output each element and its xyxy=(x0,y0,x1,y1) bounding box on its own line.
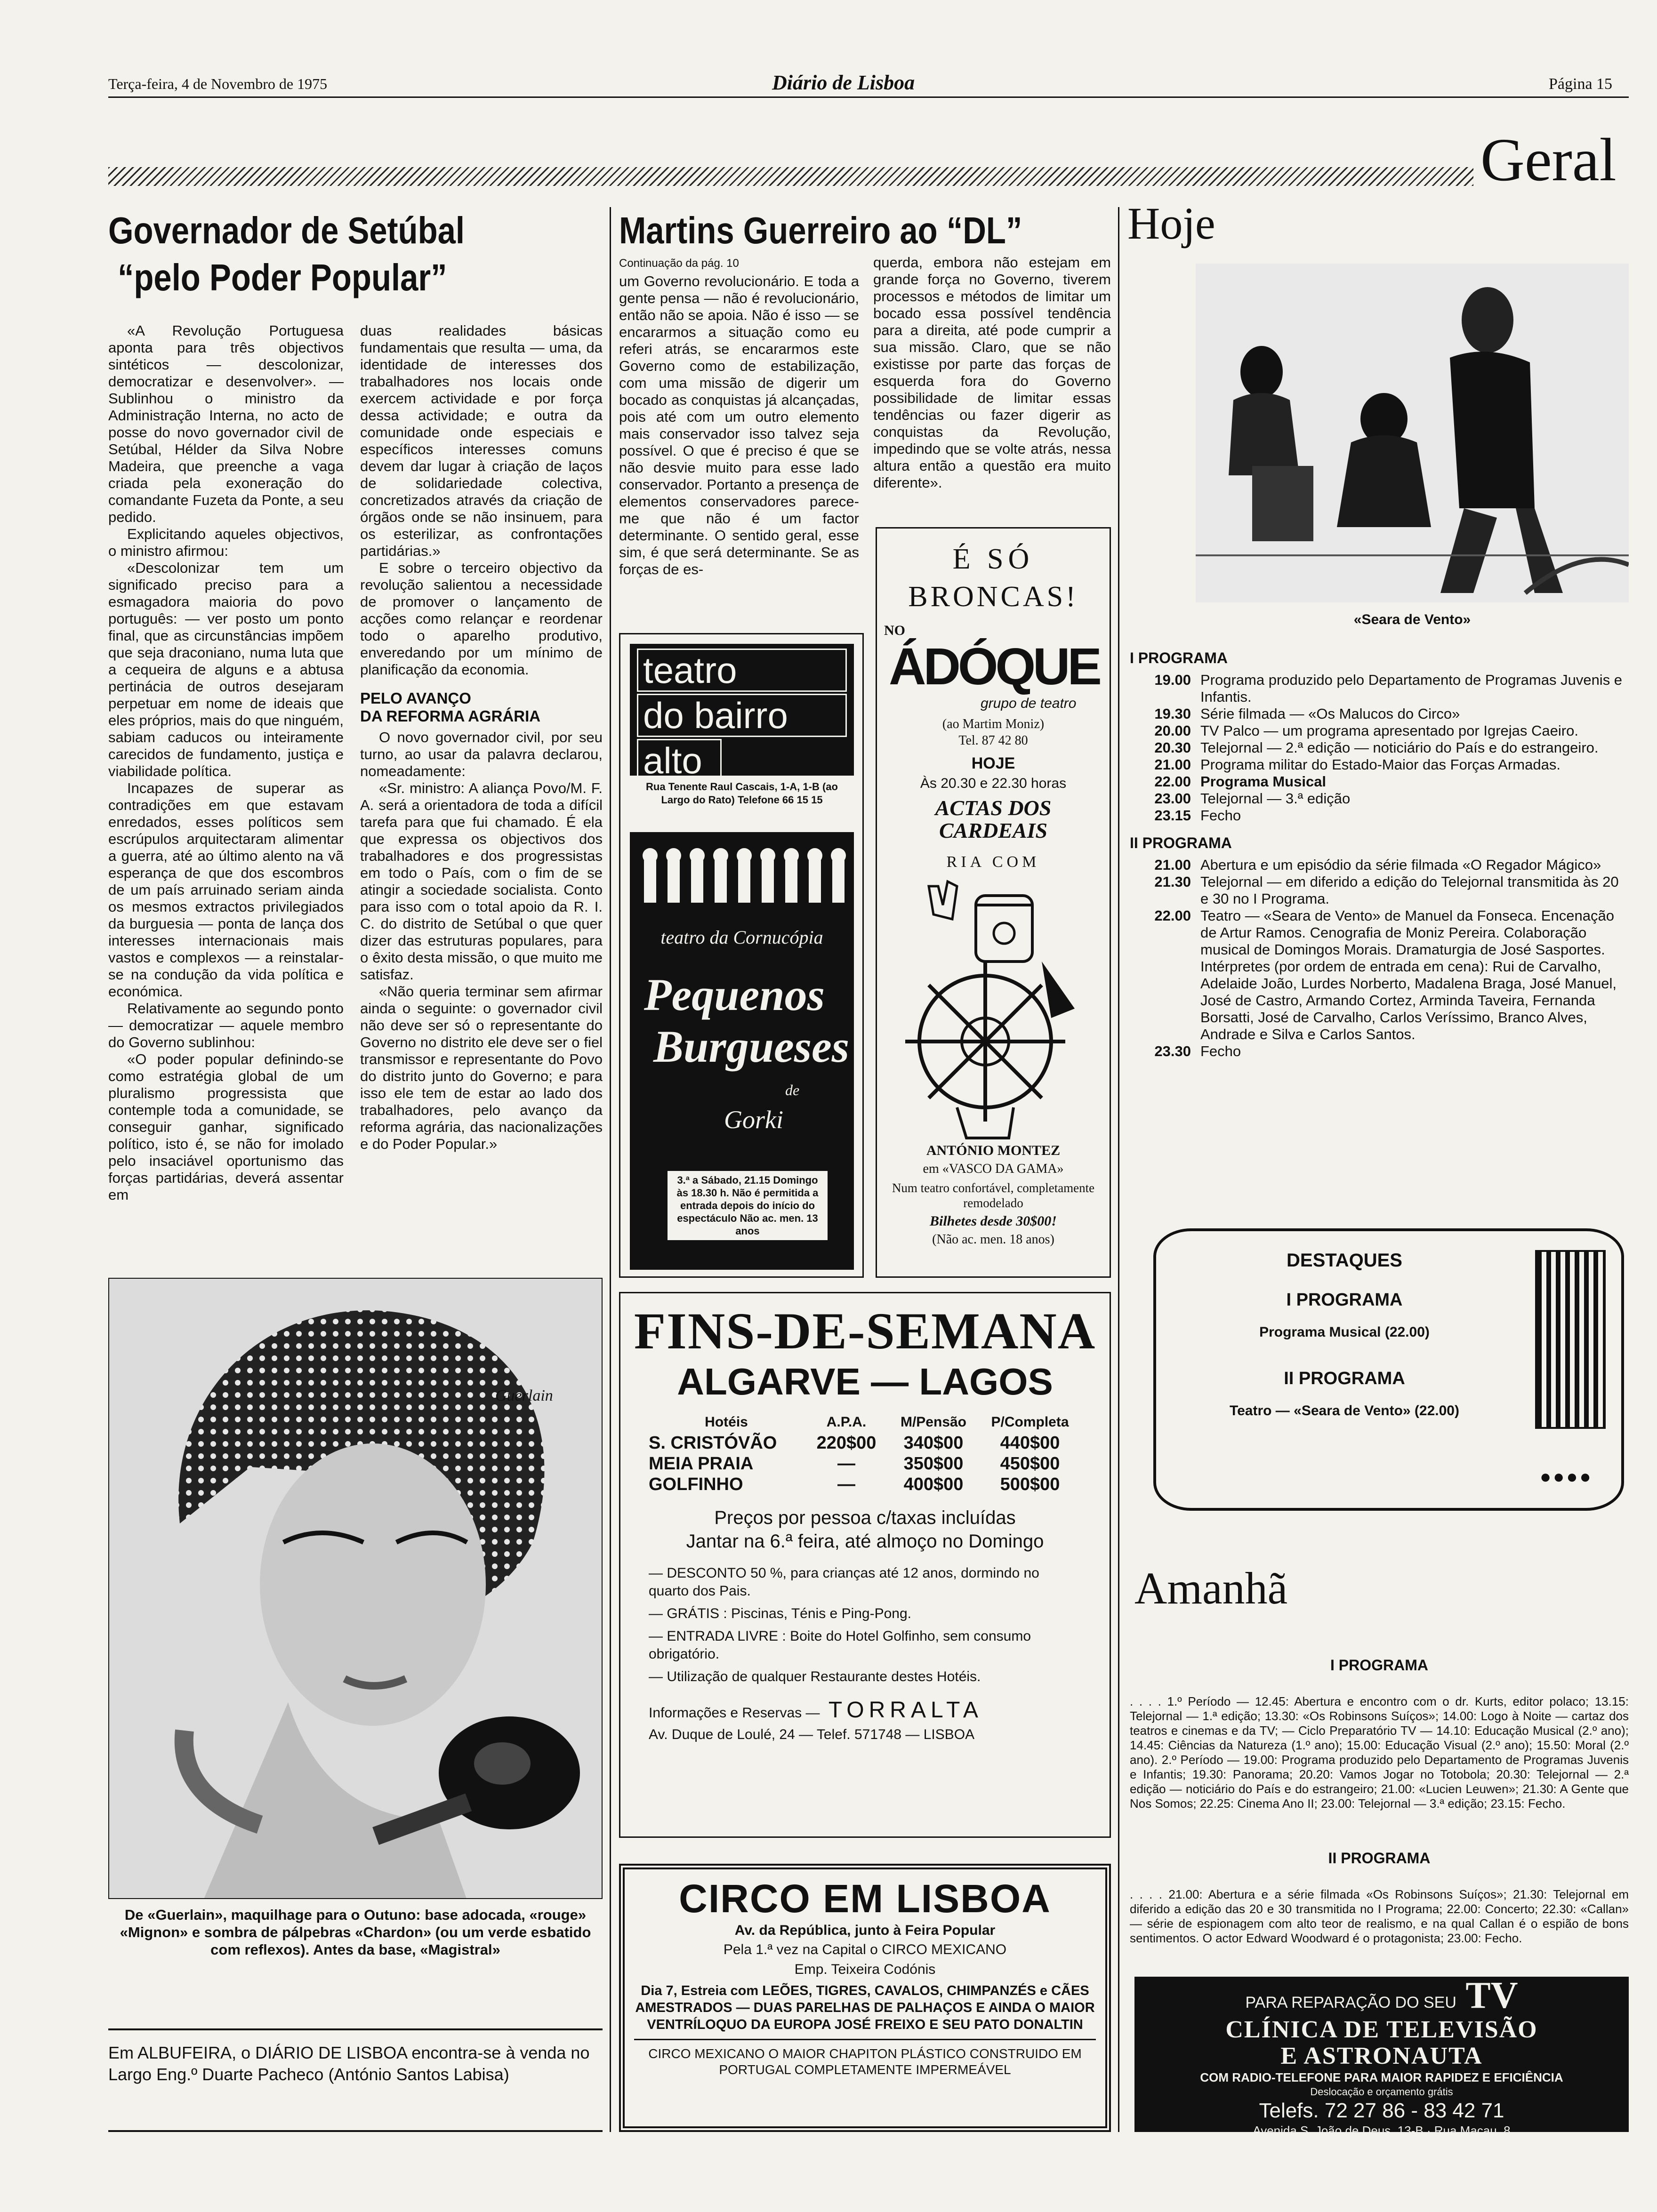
amanha-p2-text: . . . . 21.00: Abertura e a série filmada «Os Robinsons Suíços»; 21.30: Telejornal em diferido a edição das 20 e 30 transmitida no I Programa; 22.00: Concerto; 22.30: «Callan» — série de espionagem com alto teor de realismo, e na qual Callan é o espião de bons sentimentos. O actor Edward Woodward é o protagonista; 23.00: Fecho. xyxy=(1130,1887,1629,1945)
destaques-p1-item: Programa Musical (22.00) xyxy=(1259,1324,1430,1340)
article-col-1: um Governo revolucionário. E toda a gente pensa — não é revolucionário, então não se apoia. Não é isso — se encararmos a situação como eu referi atrás, se encararmos este Governo como de estabilização, com uma missão de digerir um bocado as conquistas já alcançadas, pois até com um outro elemento mais conservador isso talvez seja possível. O que é preciso é que se não desvie muito para esse lado conservador. Portanto a presença de elementos conservadores parece-me que não é um factor determinante. O sentido geral, esse sim, é que será determinante. Se as forças de es- xyxy=(619,273,859,577)
adoque-head-1: É SÓ xyxy=(952,543,1034,575)
list-item xyxy=(1130,790,1629,807)
adoque-hours: Às 20.30 e 22.30 horas xyxy=(920,776,1067,791)
destaques-screen xyxy=(1170,1241,1519,1499)
destaques-p1: I PROGRAMA xyxy=(1286,1290,1403,1310)
algarve-bullets xyxy=(649,1564,1081,1686)
bullet-item: — DESCONTO 50 %, para crianças até 12 anos, dormindo no quarto dos Pais. xyxy=(649,1565,1039,1599)
hotels-table xyxy=(649,1412,1082,1495)
table-cell: 450$00 xyxy=(1000,1454,1060,1474)
adoque-age: (Não ac. men. 18 anos) xyxy=(932,1232,1054,1247)
tv-ad-line1 xyxy=(1134,1975,1629,2017)
description: Programa militar do Estado-Maior das Forças Armadas. xyxy=(1200,756,1560,773)
adoque-sub: grupo de teatro xyxy=(981,696,1077,711)
guerlain-logo: Guerlain xyxy=(495,1387,553,1404)
circo-body: Dia 7, Estreia com LEÕES, TIGRES, CAVALOS, CHIMPANZÉS e CÃES AMESTRADOS — DUAS PARELHAS DE PALHAÇOS E AINDA O MAIOR VENTRÍLOQUO DA EUROPA JOSÉ FREIXO E SEU PATO DONALTIN xyxy=(635,1983,1095,2032)
ad-clinica-tv xyxy=(1134,1975,1629,2138)
bullet-item: — GRÁTIS : Piscinas, Ténis e Ping-Pong. xyxy=(649,1606,912,1621)
bullet-item: — ENTRADA LIVRE : Boite do Hotel Golfinho, sem consumo obrigatório. xyxy=(649,1628,1031,1662)
clown-illustration xyxy=(901,877,1089,1140)
time: 23.30 xyxy=(1154,1043,1191,1059)
table-cell: 350$00 xyxy=(903,1454,964,1474)
description: Fecho xyxy=(1200,807,1241,824)
header-page: Página 15 xyxy=(1549,75,1613,93)
program-title: I PROGRAMA xyxy=(1130,649,1228,666)
list-item xyxy=(1130,907,1629,1043)
adoque-show: ACTAS DOS CARDEAIS xyxy=(935,796,1052,842)
subhead-line2: DA REFORMA AGRÁRIA xyxy=(360,707,541,725)
program-title: II PROGRAMA xyxy=(1130,834,1232,851)
description: Programa produzido pelo Departamento de Programas Juvenis e Infantis. xyxy=(1200,672,1623,705)
table-header-row xyxy=(649,1412,1082,1433)
tv-ad-free: Deslocação e orçamento grátis xyxy=(1310,2086,1453,2098)
description: Fecho xyxy=(1200,1043,1241,1059)
list-item xyxy=(1130,1043,1629,1060)
cornucopia-block xyxy=(630,832,854,1270)
program-list-2 xyxy=(1130,857,1629,1060)
circo-emp: Emp. Teixeira Codónis xyxy=(794,1962,936,1977)
adoque-ria: RIA COM xyxy=(946,853,1040,871)
price-note-1: Preços por pessoa c/taxas incluídas xyxy=(714,1507,1016,1528)
table-header: Hotéis xyxy=(705,1414,748,1430)
tv-ad-tv: TV xyxy=(1465,1975,1518,2016)
ad-circo xyxy=(619,1864,1111,2132)
adoque-loc: (ao Martim Moniz) xyxy=(942,717,1045,731)
ad-algarve xyxy=(619,1292,1111,1838)
seara-de-vento-photo xyxy=(1196,264,1629,602)
algarve-title-1: FINS-DE-SEMANA xyxy=(634,1302,1096,1360)
play-title-2: Burgueses xyxy=(653,1021,850,1072)
tv-knobs: ●●●● xyxy=(1540,1467,1593,1487)
time: 19.30 xyxy=(1154,705,1191,722)
description: Telejornal — 2.ª edição — noticiário do País e do estrangeiro. xyxy=(1200,739,1599,756)
list-item xyxy=(1130,807,1629,824)
table-row xyxy=(649,1453,1082,1474)
time: 20.30 xyxy=(1154,739,1191,756)
photo-caption: De «Guerlain», maquilhage para o Outuno: base adocada, «rouge» «Mignon» e sombra de pálpebras «Chardon» (ou um verde esbatido com reflexos). Antes da base, «Magistral» xyxy=(120,1907,591,1958)
table-row xyxy=(649,1474,1082,1495)
paragraph: Incapazes de superar as contradições em que estavam enredados, esses políticos sem escrúpulos arquitectaram alimentar a guerra, até ao último alento na vã esperança de que dos escombros de um país arruinado seriam ainda os mesmos extractos privilegiados da burguesia — ponta de lança dos interesses internacionais mais vastos e complexos — a reinstalar-se na condução da vida política e económica. xyxy=(108,780,344,1000)
tv-ad-line1-text: PARA REPARAÇÃO DO SEU xyxy=(1245,1994,1456,2012)
article-title-line1: Governador de Setúbal xyxy=(108,209,465,251)
description: Telejornal — em diferido a edição do Telejornal transmitida às 20 e 30 no I Programa. xyxy=(1200,874,1619,907)
column-rule xyxy=(1118,207,1119,2132)
hoje-photo xyxy=(1196,264,1629,602)
destaques-p2-item: Teatro — «Seara de Vento» (22.00) xyxy=(1230,1403,1459,1419)
bairro-line2: do bairro xyxy=(637,694,847,737)
list-item xyxy=(1130,874,1629,907)
albufeira-text: Em ALBUFEIRA, o DIÁRIO DE LISBOA encontra-se à venda no Largo Eng.º Duarte Pacheco (António Santos Labisa) xyxy=(108,2043,590,2084)
bullet-item: — Utilização de qualquer Restaurante destes Hotéis. xyxy=(649,1669,981,1684)
list-item xyxy=(1130,722,1629,739)
tv-ad-name-1: CLÍNICA DE TELEVISÃO xyxy=(1225,2016,1538,2043)
woman-photo xyxy=(109,1279,603,1899)
table-cell: — xyxy=(837,1475,855,1494)
adoque-actor: ANTÓNIO MONTEZ xyxy=(926,1143,1061,1158)
time: 22.00 xyxy=(1154,773,1191,790)
description: Teatro — «Seara de Vento» de Manuel da Fonseca. Encenação de Artur Ramos. Cenografia de Moniz Pereira. Colaboração musical de Domingos Morais. Dramaturgia de José Sasportes. Intérpretes (por ordem de entrada em cena): Rui de Carvalho, Adelaide João, Lurdes Norberto, Madalena Braga, José Manuel, José de Castro, Armando Cortez, Arminda Taveira, Fernanda Borsatti, José de Carvalho, Carlos Veríssimo, Branco Alves, Andrade e Silva e Carlos Santos. xyxy=(1200,907,1617,1042)
table-row xyxy=(649,1433,1082,1453)
amanha-p1-title: I PROGRAMA xyxy=(1330,1657,1428,1674)
adoque-price: Bilhetes desde 30$00! xyxy=(930,1213,1057,1229)
algarve-title-2: ALGARVE — LAGOS xyxy=(677,1361,1053,1403)
ad-teatro-bairro-alto xyxy=(619,633,864,1278)
adoque-theatre: Num teatro confortável, completamente remodelado xyxy=(892,1181,1095,1210)
article-col-2: querda, embora não estejam em grande força no Governo, tiverem processos e métodos de limitar um bocado essa possível tendência para a direita, até pode cumprir a sua missão. Claro, que se não existisse por parte das forças de esquerda fora do Governo possibilidade de limitar essas tendências ou fazer digerir as conquistas da Revolução, impedindo que se volte atrás, nessa altura então a questão era muito diferente». xyxy=(873,254,1111,491)
paragraph: duas realidades básicas fundamentais que resulta — uma, da identidade de interesses dos trabalhadores nos locais onde exercem actividade e por força dessa actividade; e outra da comunidade onde especiais e específicos interesses comuns devem dar lugar à criação de laços de solidariedade colectiva, concretizados através da criação de órgãos onde se não insinuem, para os esterilizar, as confrontações partidárias.» xyxy=(360,322,603,559)
hoje-schedule xyxy=(1130,649,1629,1060)
column-rule xyxy=(610,207,611,2132)
time: 20.00 xyxy=(1154,722,1191,739)
torralta-brand: TORRALTA xyxy=(828,1698,983,1723)
circo-location: Av. da República, junto à Feira Popular xyxy=(734,1923,996,1938)
tv-speaker-grille xyxy=(1535,1250,1606,1429)
program-list-1 xyxy=(1130,672,1629,824)
photo-frame xyxy=(108,1278,603,1899)
adoque-hoje: HOJE xyxy=(971,754,1015,772)
destaques-tv xyxy=(1153,1228,1624,1511)
amanha-p1-text: . . . . 1.º Período — 12.45: Abertura e encontro com o dr. Kurts, editor polaco; 13.15: Telejornal — 1.ª edição; 13.30: «Os Robinsons Suíços»; 14.00: Logo à Noite — cartaz dos teatros e cinemas e da TV; — Ciclo Preparatório TV — 14.10: Educação Musical (2.º ano); 14.45: Ciências da Natureza (1.º ano); 15.00: Educação Visual (2.º ano); 15.50: Moral (2.º ano). 2.º Período — 19.00: Programa produzido pelo Departamento de Programas Juvenis e Infantis; 19.30: Panorama; 20.20: Vamos Jogar no Totobola; 20.30: Telejornal — 2.ª edição — noticiário do País e do estrangeiro; 21.00: «Lucien Leuwen»; 21.30: A Gente que Nos Somos; 22.25: Cinema Ano II; 23.00: Telejornal — 3.ª edição; 23.15: Fecho. xyxy=(1130,1694,1629,1811)
bairro-title-block xyxy=(630,644,854,781)
circo-first: Pela 1.ª vez na Capital o CIRCO MEXICANO xyxy=(723,1942,1007,1957)
play-author-de: de xyxy=(785,1082,800,1098)
table-cell: S. CRISTÓVÃO xyxy=(649,1433,777,1453)
hoje-caption: «Seara de Vento» xyxy=(1353,612,1471,627)
description: Programa Musical xyxy=(1200,773,1327,790)
adoque-venue: em «VASCO DA GAMA» xyxy=(923,1162,1064,1176)
time: 21.00 xyxy=(1154,756,1191,773)
bairro-address: Rua Tenente Raul Cascais, 1-A, 1-B (ao Largo do Rato) Telefone 66 15 15 xyxy=(646,781,838,806)
algarve-address: Av. Duque de Loulé, 24 — Telef. 571748 — LISBOA xyxy=(649,1727,975,1742)
amanha-title: Amanhã xyxy=(1134,1563,1288,1613)
description: Abertura e um episódio da série filmada «O Regador Mágico» xyxy=(1200,857,1601,873)
hoje-title: Hoje xyxy=(1127,198,1215,248)
figures-illustration xyxy=(630,842,854,922)
list-item xyxy=(1130,773,1629,790)
amanha-p2-title: II PROGRAMA xyxy=(1328,1850,1431,1867)
article-title-line2: “pelo Poder Popular” xyxy=(118,256,447,298)
description: Série filmada — «Os Malucos do Circo» xyxy=(1200,705,1460,722)
description: TV Palco — um programa apresentado por Igrejas Caeiro. xyxy=(1200,722,1578,739)
tv-ad-address: Avenida S. João de Deus, 13-B · Rua Macau, 8 xyxy=(1253,2124,1511,2138)
table-cell: 400$00 xyxy=(903,1475,964,1494)
play-times: 3.ª a Sábado, 21.15 Domingo às 18.30 h. Não é permitida a entrada depois do início do espectáculo Não ac. men. 13 anos xyxy=(668,1171,828,1240)
subhead xyxy=(360,689,603,725)
subhead-line1: PELO AVANÇO xyxy=(360,689,471,707)
adoque-name: ÁDÓQUE xyxy=(889,638,1099,696)
adoque-head-2: BRONCAS! xyxy=(908,581,1078,613)
paragraph: «A Revolução Portuguesa aponta para três objectivos sintéticos — descolonizar, democratizar e desenvolver». — Sublinhou o ministro da Administração Interna, no acto de posse do novo governador civil de Setúbal, Hélder da Silva Nobre Madeira, que preenche a vaga criada pela exoneração do comandante Fuzeta da Ponte, a seu pedido. xyxy=(108,322,344,525)
time: 19.00 xyxy=(1154,672,1191,688)
time: 21.00 xyxy=(1154,857,1191,873)
ad-adoque xyxy=(876,527,1111,1278)
table-header: A.P.A. xyxy=(826,1414,867,1430)
list-item xyxy=(1130,739,1629,756)
paragraph: «Descolonizar tem um significado preciso para a esmagadora maioria do povo português: — ver posto um ponto final, que as circunstâncias impõem que seja draconiano, numa luta que a cequeira de alguns e a abtusa pertinácia de outros desejaram perpetuar em nome de ideais que eles próprios, mais do que ninguém, sabiam caducos ou inteiramente carecidos de fundamento, justiça e viabilidade política. xyxy=(108,560,344,779)
table-header: M/Pensão xyxy=(900,1414,967,1430)
paragraph: «Sr. ministro: A aliança Povo/M. F. A. será a orientadora de toda a difícil tarefa para que fui chamado. É ela que expressa os objectivos dos trabalhadores e dos progressistas em todo o País, com o fim de se atingir a sociedade socialista. Conto para isso com o total apoio da R. I. C. do distrito de Setúbal o que quer dizer das estruturas populares, para o êxito desta missão, o que muito me satisfaz. xyxy=(360,780,603,983)
albufeira-box xyxy=(108,2028,603,2132)
destaques-title: DESTAQUES xyxy=(1287,1250,1402,1271)
article-col-2 xyxy=(360,322,603,1153)
circo-title: CIRCO EM LISBOA xyxy=(679,1876,1051,1921)
time: 23.00 xyxy=(1154,790,1191,807)
bairro-line1: teatro xyxy=(637,649,847,692)
table-cell: GOLFINHO xyxy=(649,1475,743,1494)
header-paper: Diário de Lisboa xyxy=(772,71,915,94)
header-date: Terça-feira, 4 de Novembro de 1975 xyxy=(108,75,328,92)
photo-ad-guerlain xyxy=(108,1278,603,1993)
table-cell: — xyxy=(837,1454,855,1474)
play-author: Gorki xyxy=(724,1106,783,1134)
play-title-1: Pequenos xyxy=(644,970,825,1020)
reservations-line xyxy=(649,1697,1081,1723)
bairro-line3: alto xyxy=(637,739,722,782)
time: 21.30 xyxy=(1154,874,1191,890)
destaques-p2: II PROGRAMA xyxy=(1284,1369,1405,1388)
price-note-2: Jantar na 6.ª feira, até almoço no Domingo xyxy=(686,1531,1044,1552)
table-header: P/Completa xyxy=(991,1414,1069,1430)
description: Telejornal — 3.ª edição xyxy=(1200,790,1351,807)
article-governador xyxy=(108,207,603,1275)
list-item xyxy=(1130,672,1629,705)
circo-rule xyxy=(634,2039,1096,2040)
circo-footer: CIRCO MEXICANO O MAIOR CHAPITON PLÁSTICO CONSTRUIDO EM PORTUGAL COMPLETAMENTE IMPERMEÁVEL xyxy=(648,2046,1082,2077)
continuation-note: Continuação da pág. 10 xyxy=(619,257,739,270)
article-title: Martins Guerreiro ao “DL” xyxy=(619,209,1022,251)
cornucopia-name: teatro da Cornucópia xyxy=(660,927,823,948)
list-item xyxy=(1130,857,1629,874)
paragraph: «O poder popular definindo-se como estratégia global de um pluralismo progressista que contemple toda a comunidade, se conseguir ganhar, significado político, isto é, se não for imolado pelo insaciável oportunismo das forças partidárias, deverá assentar em xyxy=(108,1051,344,1203)
paragraph: O novo governador civil, por seu turno, ao usar da palavra declarou, nomeadamente: xyxy=(360,729,603,779)
header-rule xyxy=(108,96,1629,98)
adoque-tel: Tel. 87 42 80 xyxy=(958,733,1028,748)
section-hatch xyxy=(108,167,1473,186)
tv-ad-phones: Telefs. 72 27 86 - 83 42 71 xyxy=(1259,2099,1504,2122)
paragraph: Explicitando aqueles objectivos, o ministro afirmou: xyxy=(108,526,344,559)
tv-ad-service: COM RADIO-TELEFONE PARA MAIOR RAPIDEZ E EFICIÊNCIA xyxy=(1200,2070,1563,2084)
list-item xyxy=(1130,705,1629,722)
list-item xyxy=(1130,756,1629,773)
table-cell: 220$00 xyxy=(816,1433,877,1453)
time: 23.15 xyxy=(1154,807,1191,824)
tv-ad-name-2: E ASTRONAUTA xyxy=(1280,2043,1483,2069)
table-cell: MEIA PRAIA xyxy=(649,1454,754,1474)
paragraph: E sobre o terceiro objectivo da revolução salientou a necessidade de promover o lançamento de acções como relançar e reordenar todo o aparelho produtivo, enveredando por um mínimo de planificação da economia. xyxy=(360,560,603,678)
paragraph: «Não queria terminar sem afirmar ainda o seguinte: o governador civil não deve ser só o representante do Governo no distrito ele deve ser o fiel transmissor e representante do Povo do distrito junto do Governo; e para isso ele tem de estar ao lado dos trabalhadores, pelo avanço da reforma agrária, das nacionalizações e do Poder Popular.» xyxy=(360,983,603,1152)
table-cell: 440$00 xyxy=(1000,1433,1060,1453)
table-cell: 500$00 xyxy=(1000,1475,1060,1494)
time: 22.00 xyxy=(1154,907,1191,924)
section-title: Geral xyxy=(1480,126,1617,194)
adoque-no: NO xyxy=(884,623,905,638)
article-col-1 xyxy=(108,322,344,1203)
table-cell: 340$00 xyxy=(903,1433,964,1453)
info-label: Informações e Reservas — xyxy=(649,1705,820,1721)
paragraph: Relativamente ao segundo ponto — democratizar — aquele membro do Governo sublinhou: xyxy=(108,1000,344,1050)
